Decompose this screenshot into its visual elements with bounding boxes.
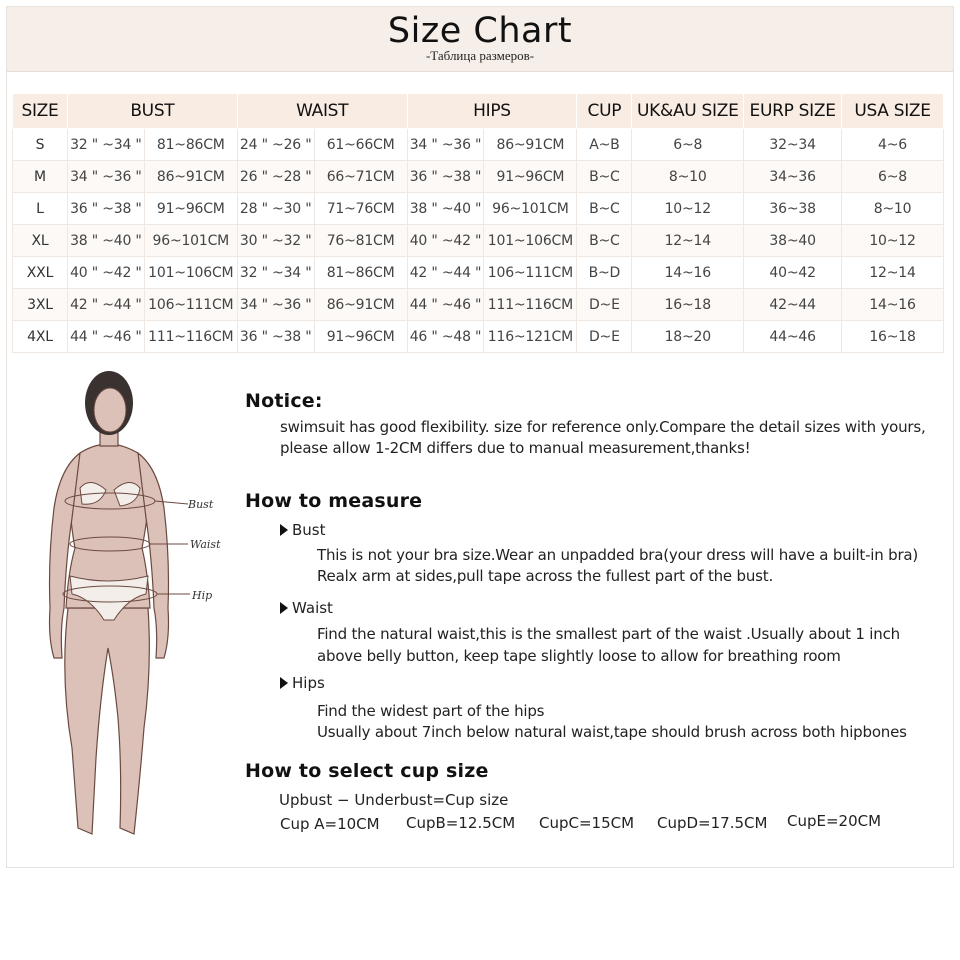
table-cell: 12~14 bbox=[842, 257, 944, 289]
table-cell: 38 " ~40 " bbox=[67, 225, 144, 257]
table-cell: 10~12 bbox=[632, 193, 744, 225]
bust-line-2: Realx arm at sides,pull tape across the fullest part of the bust. bbox=[317, 567, 774, 585]
table-cell: 40 " ~42 " bbox=[407, 225, 484, 257]
table-cell: 71~76CM bbox=[314, 193, 407, 225]
table-cell: A~B bbox=[577, 129, 632, 161]
table-cell: 111~116CM bbox=[484, 289, 577, 321]
table-cell: 10~12 bbox=[842, 225, 944, 257]
table-cell: 86~91CM bbox=[314, 289, 407, 321]
table-cell: 12~14 bbox=[632, 225, 744, 257]
notice-line-2: please allow 1-2CM differs due to manual measurement,thanks! bbox=[280, 439, 751, 457]
triangle-bullet-icon bbox=[280, 677, 288, 689]
cup-size-heading: How to select cup size bbox=[245, 760, 489, 782]
table-cell: 106~111CM bbox=[144, 289, 237, 321]
size-cell: S bbox=[13, 129, 68, 161]
table-cell: 34 " ~36 " bbox=[237, 289, 314, 321]
table-row bbox=[13, 225, 944, 257]
hips-line-1: Find the widest part of the hips bbox=[317, 702, 545, 720]
header-banner bbox=[7, 7, 953, 72]
notice-line-1: swimsuit has good flexibility. size for reference only.Compare the detail sizes with yours, bbox=[280, 418, 926, 436]
table-cell: B~D bbox=[577, 257, 632, 289]
table-cell: 34 " ~36 " bbox=[407, 129, 484, 161]
table-row bbox=[13, 193, 944, 225]
table-cell: 30 " ~32 " bbox=[237, 225, 314, 257]
cup-b-value: CupB=12.5CM bbox=[406, 814, 516, 832]
table-cell: 24 " ~26 " bbox=[237, 129, 314, 161]
waist-line-1: Find the natural waist,this is the smallest part of the waist .Usually about 1 inch bbox=[317, 625, 900, 643]
header-ukau-size: UK&AU SIZE bbox=[632, 94, 744, 129]
table-cell: 14~16 bbox=[842, 289, 944, 321]
table-cell: B~C bbox=[577, 193, 632, 225]
table-cell: 16~18 bbox=[632, 289, 744, 321]
cup-a-value: Cup A=10CM bbox=[280, 815, 380, 833]
table-cell: B~C bbox=[577, 225, 632, 257]
table-cell: 14~16 bbox=[632, 257, 744, 289]
table-cell: 38~40 bbox=[744, 225, 842, 257]
table-cell: 16~18 bbox=[842, 321, 944, 353]
table-cell: 40~42 bbox=[744, 257, 842, 289]
table-cell: 6~8 bbox=[842, 161, 944, 193]
header-waist: WAIST bbox=[237, 94, 407, 129]
page-subtitle: -Таблица размеров- bbox=[425, 48, 535, 63]
table-cell: 96~101CM bbox=[484, 193, 577, 225]
table-cell: 44~46 bbox=[744, 321, 842, 353]
table-cell: 101~106CM bbox=[484, 225, 577, 257]
header-hips: HIPS bbox=[407, 94, 577, 129]
table-cell: D~E bbox=[577, 289, 632, 321]
cup-d-value: CupD=17.5CM bbox=[657, 814, 768, 832]
table-cell: 96~101CM bbox=[144, 225, 237, 257]
table-cell: 101~106CM bbox=[144, 257, 237, 289]
table-cell: 42 " ~44 " bbox=[407, 257, 484, 289]
table-cell: 91~96CM bbox=[314, 321, 407, 353]
table-cell: 46 " ~48 " bbox=[407, 321, 484, 353]
how-to-measure-heading: How to measure bbox=[245, 490, 423, 512]
body-measurement-figure bbox=[30, 358, 230, 848]
bust-label: Bust bbox=[188, 498, 214, 511]
table-cell: 116~121CM bbox=[484, 321, 577, 353]
waist-line-2: above belly button, keep tape slightly loose to allow for breathing room bbox=[317, 647, 841, 665]
cup-formula: Upbust − Underbust=Cup size bbox=[279, 791, 509, 809]
table-cell: 26 " ~28 " bbox=[237, 161, 314, 193]
table-cell: 86~91CM bbox=[484, 129, 577, 161]
header-usa-size: USA SIZE bbox=[842, 94, 944, 129]
hip-label: Hip bbox=[192, 589, 213, 602]
table-cell: 111~116CM bbox=[144, 321, 237, 353]
bust-subheading-label: Bust bbox=[292, 521, 326, 539]
waist-subheading-label: Waist bbox=[292, 599, 333, 617]
hips-subheading-label: Hips bbox=[292, 674, 325, 692]
table-cell: 91~96CM bbox=[144, 193, 237, 225]
size-cell: XXL bbox=[13, 257, 68, 289]
table-cell: 28 " ~30 " bbox=[237, 193, 314, 225]
size-cell: M bbox=[13, 161, 68, 193]
size-cell: L bbox=[13, 193, 68, 225]
table-cell: 36 " ~38 " bbox=[67, 193, 144, 225]
notice-heading: Notice: bbox=[245, 390, 323, 412]
table-cell: 86~91CM bbox=[144, 161, 237, 193]
bust-line-1: This is not your bra size.Wear an unpadded bra(your dress will have a built-in bra) bbox=[317, 546, 919, 564]
table-cell: 81~86CM bbox=[144, 129, 237, 161]
hips-line-2: Usually about 7inch below natural waist,tape should brush across both hipbones bbox=[317, 723, 907, 741]
waist-subheading bbox=[280, 599, 333, 617]
table-cell: 40 " ~42 " bbox=[67, 257, 144, 289]
table-cell: 34 " ~36 " bbox=[67, 161, 144, 193]
table-cell: 4~6 bbox=[842, 129, 944, 161]
table-cell: 61~66CM bbox=[314, 129, 407, 161]
table-cell: 81~86CM bbox=[314, 257, 407, 289]
table-cell: 36 " ~38 " bbox=[407, 161, 484, 193]
table-row bbox=[13, 321, 944, 353]
cup-e-value: CupE=20CM bbox=[787, 812, 882, 830]
table-row bbox=[13, 257, 944, 289]
table-cell: 38 " ~40 " bbox=[407, 193, 484, 225]
header-eurp-size: EURP SIZE bbox=[744, 94, 842, 129]
bust-subheading bbox=[280, 521, 326, 539]
table-cell: 44 " ~46 " bbox=[67, 321, 144, 353]
hips-subheading bbox=[280, 674, 325, 692]
triangle-bullet-icon bbox=[280, 602, 288, 614]
header-size: SIZE bbox=[13, 94, 68, 129]
table-cell: 32 " ~34 " bbox=[237, 257, 314, 289]
waist-label: Waist bbox=[190, 538, 221, 551]
table-row bbox=[13, 129, 944, 161]
header-bust: BUST bbox=[67, 94, 237, 129]
header-cup: CUP bbox=[577, 94, 632, 129]
table-cell: 91~96CM bbox=[484, 161, 577, 193]
table-cell: 66~71CM bbox=[314, 161, 407, 193]
table-row bbox=[13, 161, 944, 193]
table-cell: 32 " ~34 " bbox=[67, 129, 144, 161]
size-cell: 3XL bbox=[13, 289, 68, 321]
table-cell: 36 " ~38 " bbox=[237, 321, 314, 353]
table-cell: 76~81CM bbox=[314, 225, 407, 257]
table-cell: 42 " ~44 " bbox=[67, 289, 144, 321]
size-cell: 4XL bbox=[13, 321, 68, 353]
figure-body bbox=[50, 428, 169, 834]
triangle-bullet-icon bbox=[280, 524, 288, 536]
table-cell: 32~34 bbox=[744, 129, 842, 161]
table-cell: B~C bbox=[577, 161, 632, 193]
page-title: Size Chart bbox=[387, 11, 573, 51]
table-cell: 36~38 bbox=[744, 193, 842, 225]
size-cell: XL bbox=[13, 225, 68, 257]
table-cell: 18~20 bbox=[632, 321, 744, 353]
table-cell: 106~111CM bbox=[484, 257, 577, 289]
size-table bbox=[12, 93, 944, 353]
table-cell: 42~44 bbox=[744, 289, 842, 321]
table-cell: 44 " ~46 " bbox=[407, 289, 484, 321]
table-cell: 8~10 bbox=[842, 193, 944, 225]
figure-head bbox=[85, 371, 133, 435]
table-cell: 8~10 bbox=[632, 161, 744, 193]
table-cell: 6~8 bbox=[632, 129, 744, 161]
cup-c-value: CupC=15CM bbox=[539, 814, 635, 832]
table-header-row bbox=[13, 94, 944, 129]
table-cell: D~E bbox=[577, 321, 632, 353]
table-row bbox=[13, 289, 944, 321]
table-cell: 34~36 bbox=[744, 161, 842, 193]
